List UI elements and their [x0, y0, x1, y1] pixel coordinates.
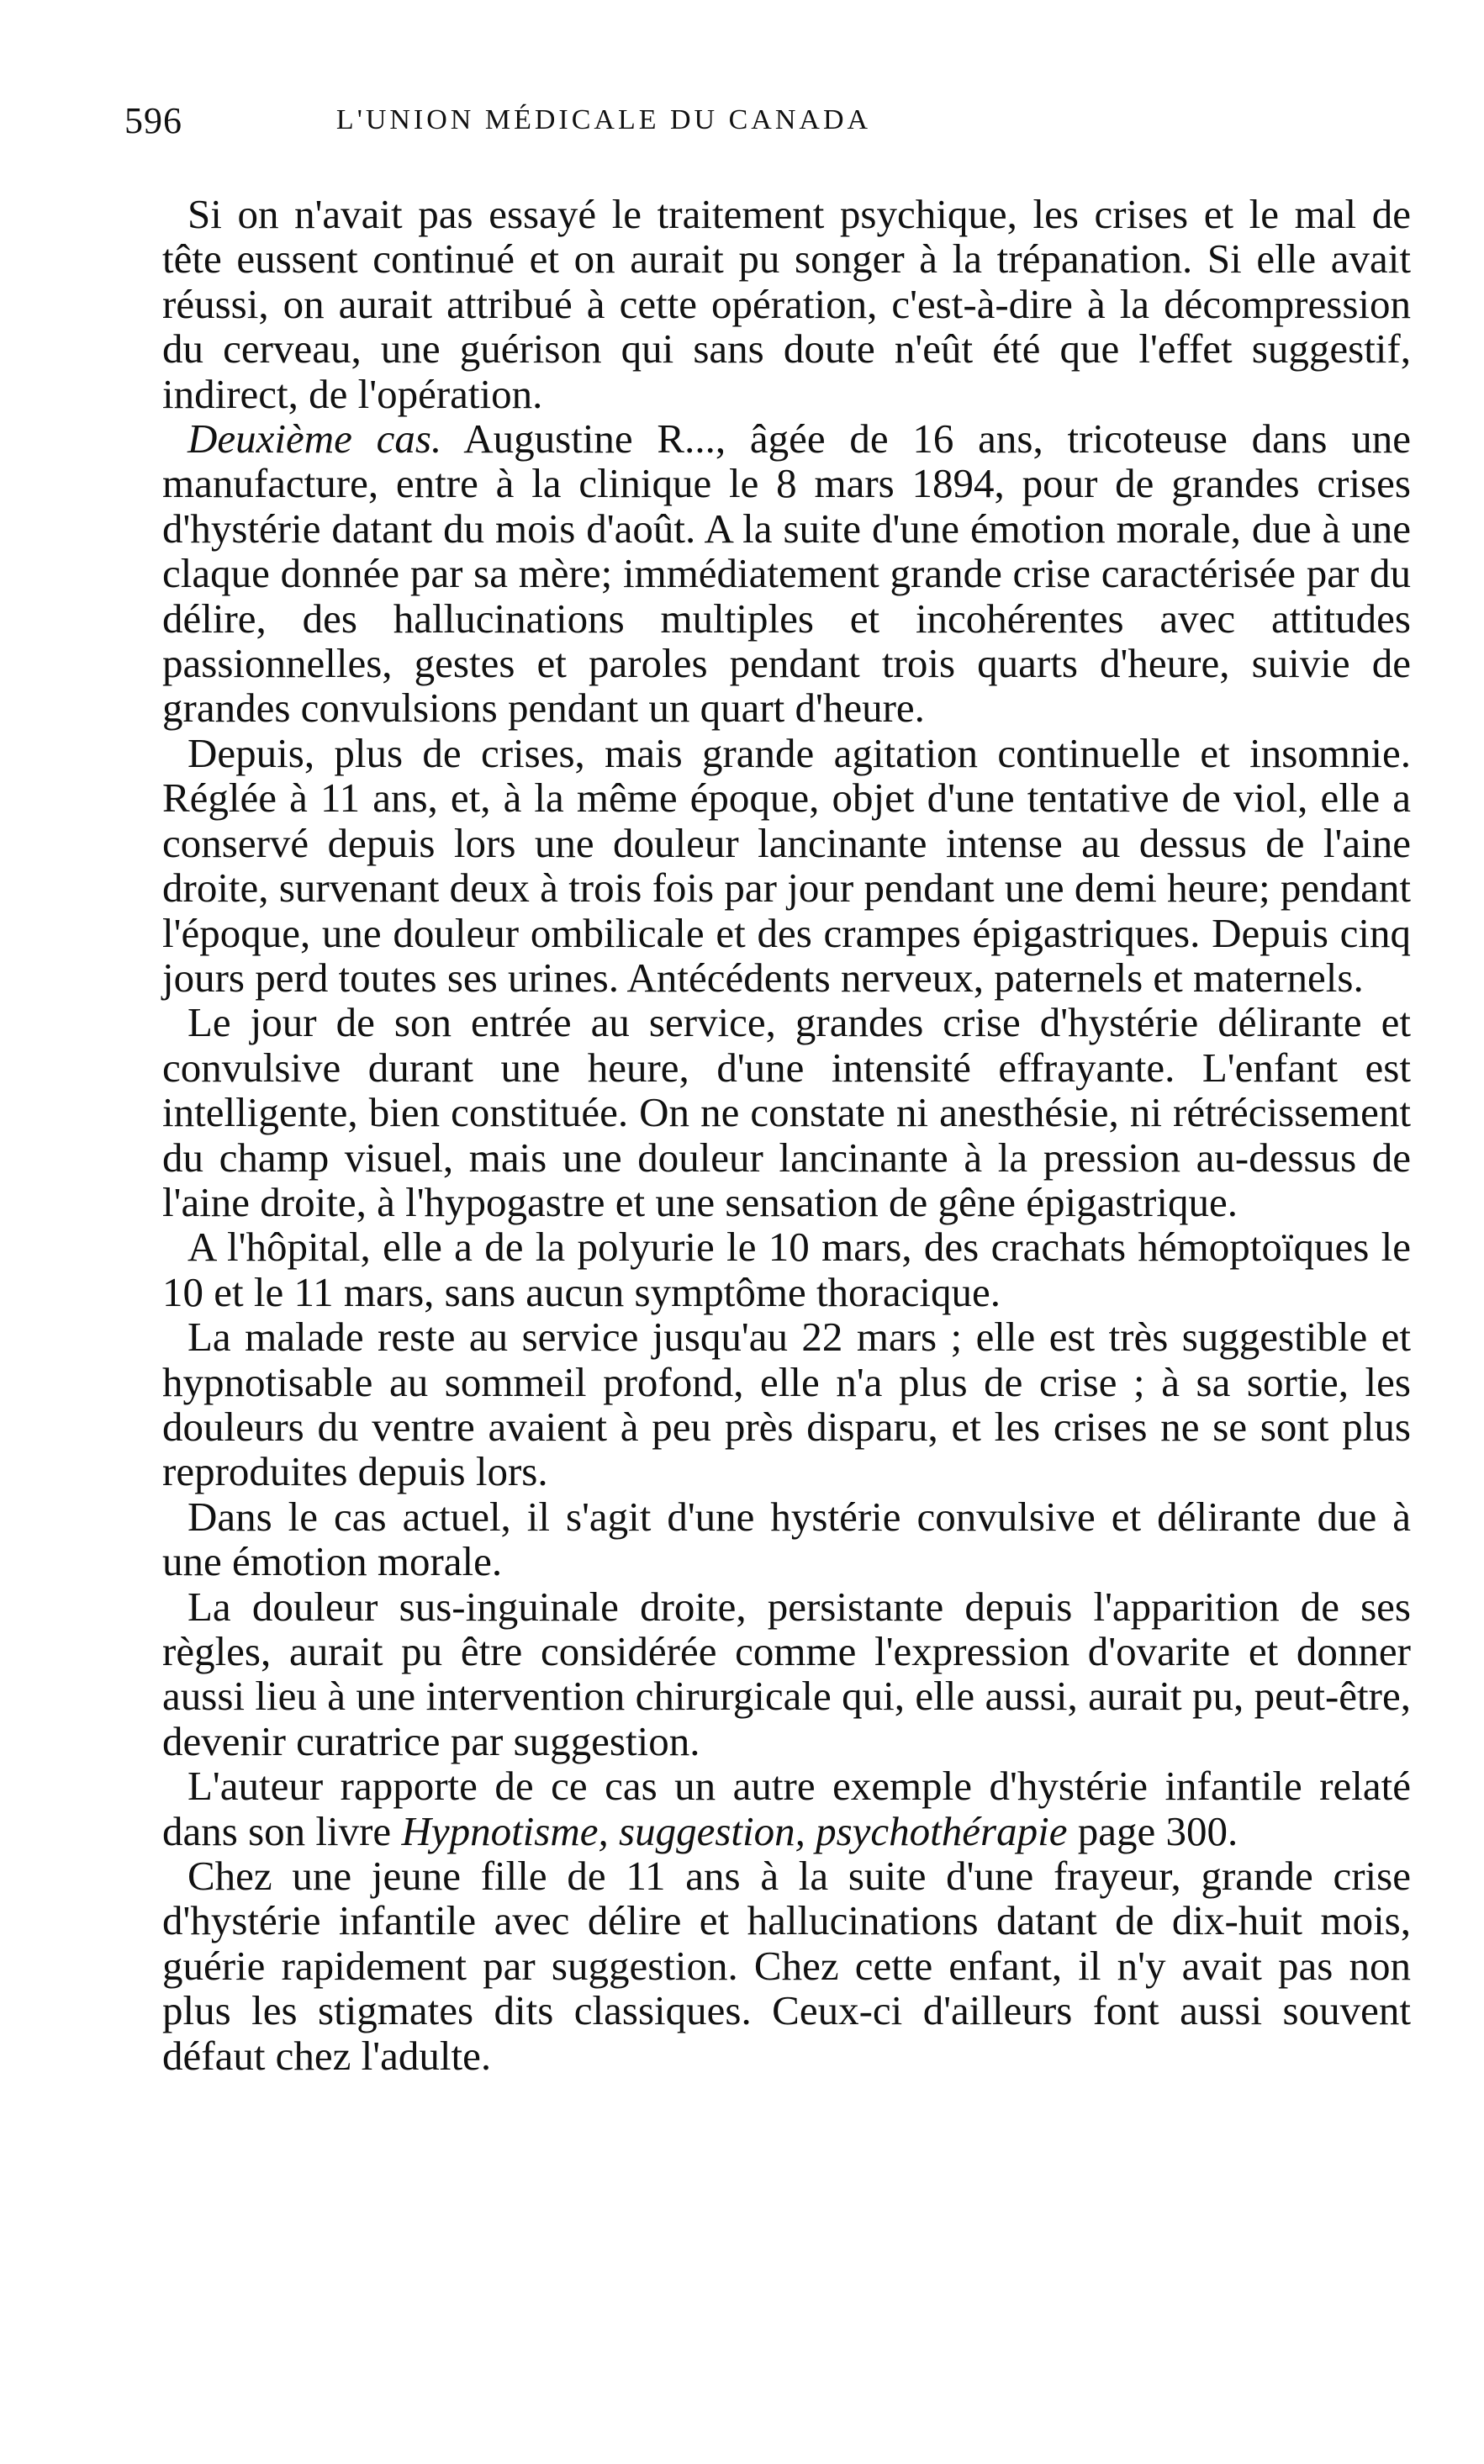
paragraph-9-end: page 300.	[1067, 1807, 1238, 1854]
paragraph-9	[162, 1763, 1411, 1853]
paragraph-4: Le jour de son entrée au service, grandes crise d'hystérie délirante et convulsive durant une heure, d'une intensité effrayante. L'enfant est intelligente, bien constituée. On ne constate ni anesthésie, ni rétrécissement du champ visuel, mais une douleur lancinante à la pression au-dessus de l'aine droite, à l'hypogastre et une sensation de gêne épigastrique.	[162, 999, 1411, 1225]
paragraph-1: Si on n'avait pas essayé le traitement psychique, les crises et le mal de tête eussent continué et on aurait pu songer à la trépanation. Si elle avait réussi, on aurait attribué à cette opération, c'est-à-dire à la décompression du cerveau, une guérison qui sans doute n'eût été que l'effet suggestif, indirect, de l'opération.	[162, 191, 1411, 417]
running-header	[124, 99, 1083, 150]
body-text	[162, 192, 1411, 2078]
paragraph-2-text: Augustine R..., âgée de 16 ans, tricoteuse dans une manufacture, entre à la clinique le 8 mars 1894, pour de grandes crises d'hystérie datant du mois d'août. A la suite d'une émotion morale, due à une claque donnée par sa mère; immédiatement grande crise caractérisée par du délire, des hallucinations multiples et incohérentes avec attitudes passionnelles, gestes et paroles pendant trois quarts d'heure, suivie de grandes convulsions pendant un quart d'heure.	[162, 415, 1411, 732]
case-label: Deuxième cas.	[187, 415, 442, 463]
paragraph-9-text: L'auteur rapporte de ce cas un autre exemple d'hystérie infantile relaté dans son livre	[162, 1763, 1411, 1854]
book-title: Hypnotisme, suggestion, psychothérapie	[401, 1807, 1068, 1854]
paragraph-8: La douleur sus-inguinale droite, persistante depuis l'apparition de ses règles, aurait pu être considérée comme l'expression d'ovarite et donner aussi lieu à une intervention chirurgicale qui, elle aussi, aurait pu, peut-être, devenir curatrice par suggestion.	[162, 1583, 1411, 1764]
paragraph-7: Dans le cas actuel, il s'agit d'une hystérie convulsive et délirante due à une émotion morale.	[162, 1493, 1411, 1585]
paragraph-2	[162, 416, 1411, 731]
paragraph-3: Depuis, plus de crises, mais grande agitation continuelle et insomnie. Réglée à 11 ans, et, à la même époque, objet d'une tentative de viol, elle a conservé depuis lors une douleur lancinante intense au dessus de l'aine droite, survenant deux à trois fois par jour pendant une demi heure; pendant l'époque, une douleur ombilicale et des crampes épigastriques. Depuis cinq jours perd toutes ses urines. Antécédents nerveux, paternels et maternels.	[162, 729, 1411, 1001]
journal-title: L'UNION MÉDICALE DU CANADA	[335, 104, 872, 135]
page-number: 596	[124, 100, 182, 141]
paragraph-6: La malade reste au service jusqu'au 22 mars ; elle est très suggestible et hypnotisable au sommeil profond, elle n'a plus de crise ; à sa sortie, les douleurs du ventre avaient à peu près disparu, et les crises ne se sont plus reproduites depuis lors.	[162, 1314, 1411, 1495]
paragraph-5: A l'hôpital, elle a de la polyurie le 10 mars, des crachats hémoptoïques le 10 et le 11 mars, sans aucun symptôme thoracique.	[162, 1224, 1411, 1315]
paragraph-10: Chez une jeune fille de 11 ans à la suite d'une frayeur, grande crise d'hystérie infantile avec délire et hallucinations datant de dix-huit mois, guérie rapidement par suggestion. Chez cette enfant, il n'y avait pas non plus les stigmates dits classiques. Ceux-ci d'ailleurs font aussi souvent défaut chez l'adulte.	[162, 1853, 1411, 2079]
